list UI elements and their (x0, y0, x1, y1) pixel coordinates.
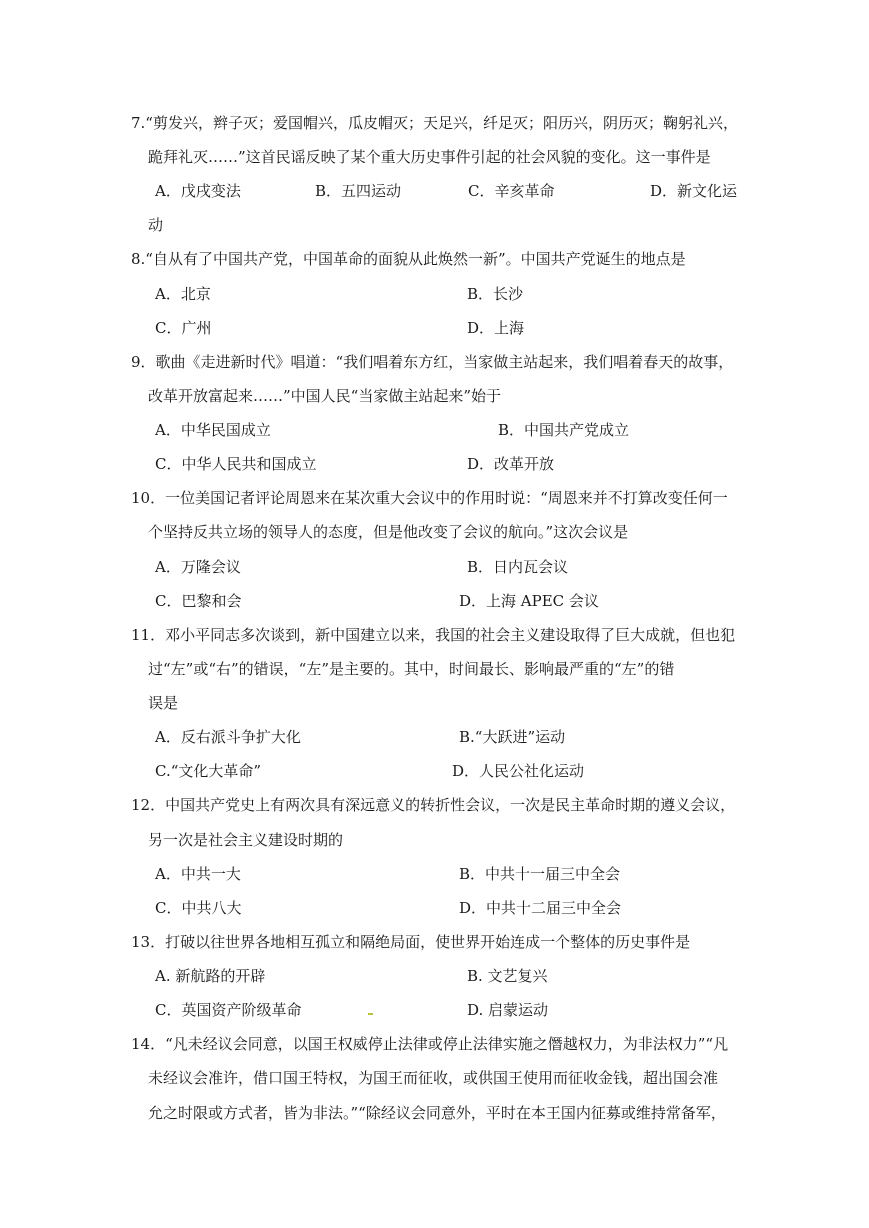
q14-stem-line-2: 未经议会准许，借口国王特权，为国王而征收，或供国王使用而征收金钱，超出国会准 (148, 1069, 719, 1087)
q12-option-b: B．中共十一届三中全会 (459, 865, 621, 883)
q8-option-a: A．北京 (155, 285, 211, 303)
q13-option-b: B. 文艺复兴 (467, 967, 548, 985)
q7-option-c: C．辛亥革命 (468, 182, 555, 200)
q13-option-d: D. 启蒙运动 (467, 1001, 549, 1019)
q11-option-b: B.“大跃进”运动 (459, 728, 566, 746)
q8-stem-line-1: 8.“自从有了中国共产党，中国革命的面貌从此焕然一新”。中国共产党诞生的地点是 (131, 250, 686, 268)
q10-stem-line-2: 个坚持反共立场的领导人的态度，但是他改变了会议的航向。”这次会议是 (148, 523, 629, 541)
q13-option-a: A. 新航路的开辟 (155, 967, 266, 985)
q12-stem-line-2: 另一次是社会主义建设时期的 (148, 831, 344, 849)
q13-option-c: C．英国资产阶级革命 (155, 1001, 302, 1019)
q10-option-a: A．万隆会议 (155, 558, 241, 576)
q9-stem-line-1: 9．歌曲《走进新时代》唱道：“我们唱着东方红，当家做主站起来，我们唱着春天的故事， (131, 353, 734, 371)
q9-option-c: C．中华人民共和国成立 (155, 455, 317, 473)
q12-option-a: A．中共一大 (155, 865, 241, 883)
q11-stem-line-1: 11．邓小平同志多次谈到，新中国建立以来，我国的社会主义建设取得了巨大成就，但也犯 (131, 626, 736, 644)
q11-option-a: A．反右派斗争扩大化 (155, 728, 301, 746)
stray-mark (368, 1013, 373, 1015)
q7-option-d-wrap: 动 (148, 216, 164, 234)
q13-stem-line-1: 13．打破以往世界各地相互孤立和隔绝局面，使世界开始连成一个整体的历史事件是 (131, 933, 691, 951)
q7-option-b: B．五四运动 (315, 182, 402, 200)
q8-option-c: C．广州 (155, 319, 212, 337)
q11-option-d: D．人民公社化运动 (452, 762, 585, 780)
q9-option-d: D．改革开放 (467, 455, 555, 473)
q8-option-d: D．上海 (467, 319, 525, 337)
q10-option-c: C．巴黎和会 (155, 592, 242, 610)
q12-stem-line-1: 12．中国共产党史上有两次具有深远意义的转折性会议，一次是民主革命时期的遵义会议， (131, 796, 736, 814)
q12-option-c: C．中共八大 (155, 899, 242, 917)
q10-stem-line-1: 10．一位美国记者评论周恩来在某次重大会议中的作用时说：“周恩来并不打算改变任何一 (131, 489, 728, 507)
q9-option-b: B．中国共产党成立 (498, 421, 630, 439)
q7-stem-line-1: 7.“剪发兴，辫子灭；爱国帽兴，瓜皮帽灭；天足兴，纤足灭；阳历兴，阴历灭；鞠躬礼兴， (131, 114, 738, 132)
q14-stem-line-1: 14．“凡未经议会同意，以国王权威停止法律或停止法律实施之僭越权力，为非法权力”“凡 (131, 1035, 729, 1053)
q9-stem-line-2: 改革开放富起来……”中国人民“当家做主站起来”始于 (148, 387, 502, 405)
q12-option-d: D．中共十二届三中全会 (459, 899, 622, 917)
q7-option-d: D．新文化运 (650, 182, 738, 200)
q7-option-a: A．戊戌变法 (155, 182, 241, 200)
q10-option-b: B．日内瓦会议 (467, 558, 569, 576)
q9-option-a: A．中华民国成立 (155, 421, 271, 439)
q7-stem-line-2: 跪拜礼灭……”这首民谣反映了某个重大历史事件引起的社会风貌的变化。这一事件是 (148, 148, 711, 166)
q11-stem-line-3: 误是 (148, 694, 179, 712)
q10-option-d: D．上海 APEC 会议 (459, 592, 599, 610)
q11-option-c: C.“文化大革命” (155, 762, 262, 780)
q14-stem-line-3: 允之时限或方式者，皆为非法。”“除经议会同意外，平时在本王国内征募或维持常备军， (148, 1104, 726, 1122)
q11-stem-line-2: 过“左”或“右”的错误，“左”是主要的。其中，时间最长、影响最严重的“左”的错 (148, 660, 675, 678)
q8-option-b: B．长沙 (467, 285, 524, 303)
